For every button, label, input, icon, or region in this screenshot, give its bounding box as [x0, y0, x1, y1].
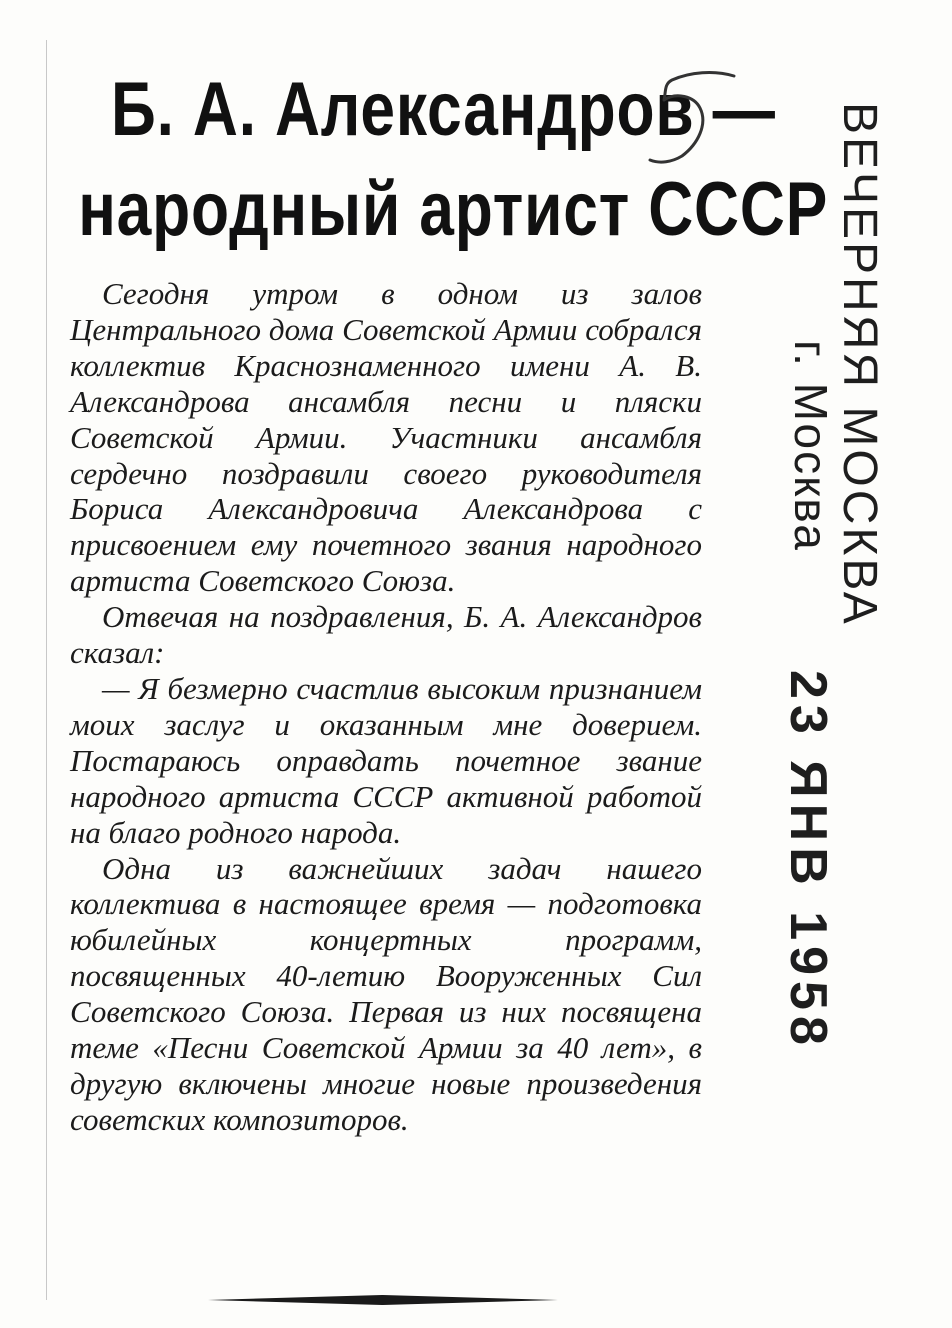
stamp-date: 23 ЯНВ 1958 [779, 670, 837, 1051]
article-body [70, 276, 702, 1138]
headline [70, 60, 829, 260]
end-ornament-rule [208, 1293, 558, 1307]
column-rule [46, 40, 47, 1300]
article-paragraph: Одна из важнейших задач нашего коллектива в настоящее время — подготовка юбилейных концертных программ, посвященных 40-летию Вооруженных Сил Советского Союза. Первая из них посвящена теме «Песни Советской Армии за 40 лет», в другую включены многие новые произведения советских композиторов. [70, 850, 702, 1137]
stamp-city: г. Москва [785, 340, 837, 552]
article-paragraph: — Я безмерно счастлив высоким признанием моих заслуг и оказанным мне доверием. Постараюсь оправдать почетное звание народного артиста СССР активной работой на благо родного народа. [70, 670, 702, 850]
article-paragraph: Отвечая на поздравления, Б. А. Александров сказал: [70, 599, 702, 671]
headline-line-1: Б. А. Александров — [111, 67, 776, 152]
stamp-newspaper-name: ВЕЧЕРНЯЯ МОСКВА [833, 102, 886, 627]
handwritten-number-mark [636, 62, 746, 182]
headline-line-2: народный артист СССР [78, 167, 829, 252]
article-paragraph: Сегодня утром в одном из залов Центрального дома Советской Армии собрался коллектив Краснознаменного имени А. В. Александрова ансамбля песни и пляски Советской Армии. Участники ансамбля сердечно поздравили своего руководителя Бориса Александровича Александрова с присвоением ему почетного звания народного артиста Советского Союза. [70, 276, 702, 599]
newspaper-date-stamp [762, 100, 922, 1100]
